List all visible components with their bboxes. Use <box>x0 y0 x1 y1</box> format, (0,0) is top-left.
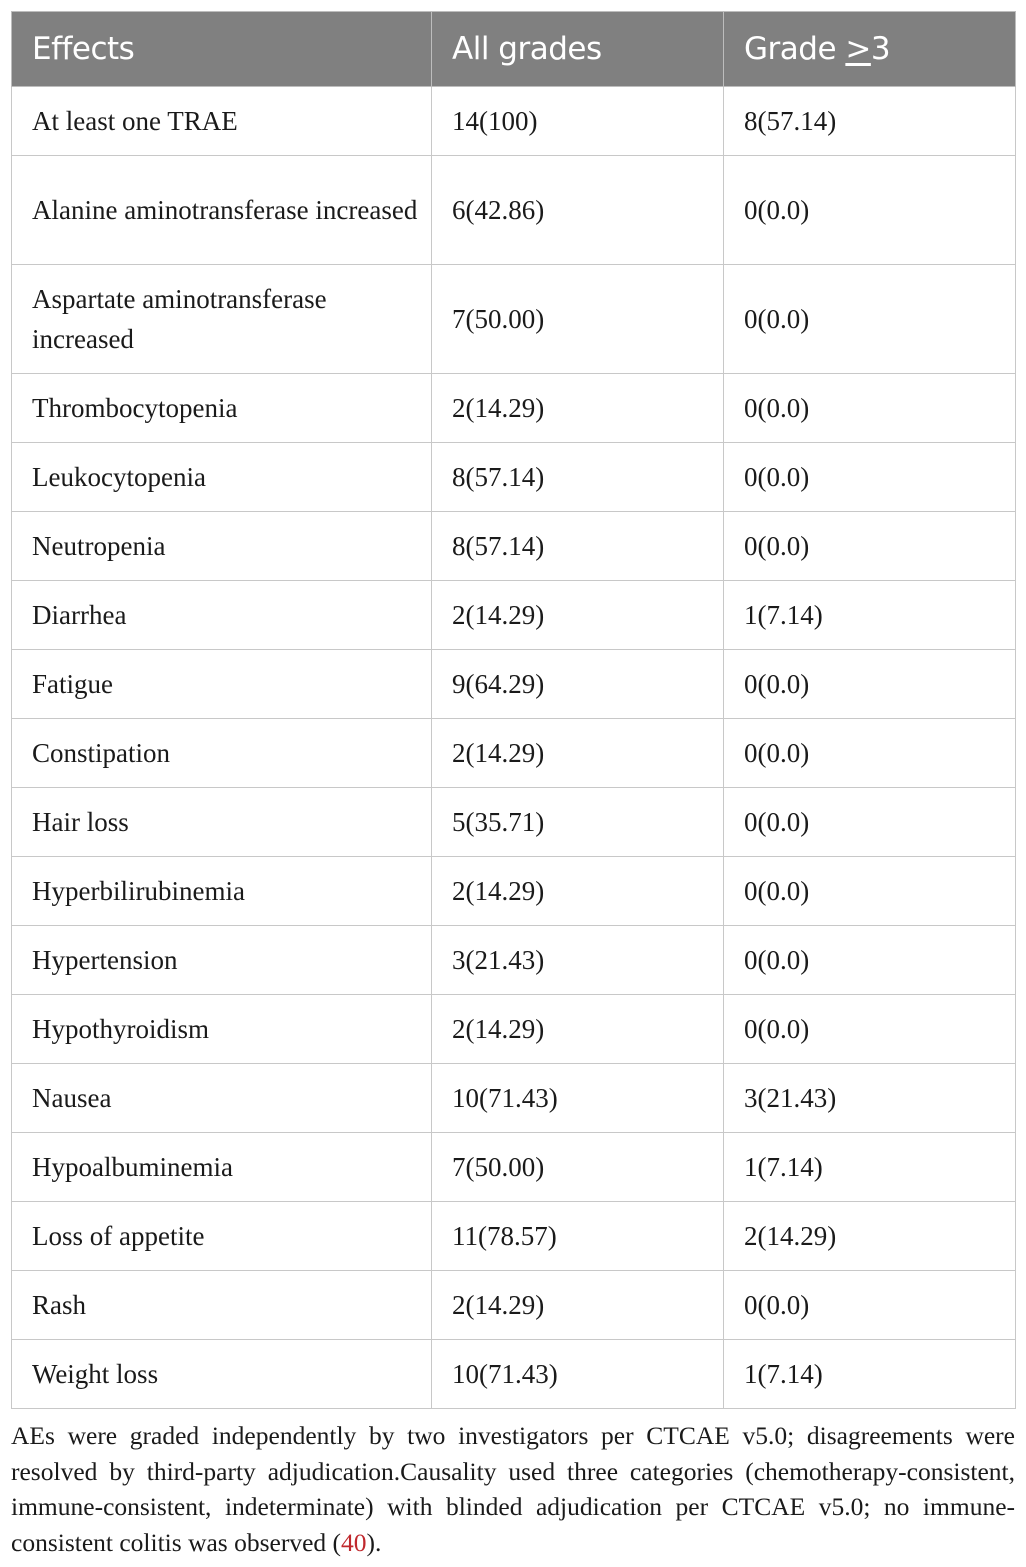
all-grades-cell: 10(71.43) <box>432 1064 724 1133</box>
effect-cell: Loss of appetite <box>12 1202 432 1271</box>
reference-link[interactable]: 40 <box>341 1527 367 1557</box>
effect-cell: Fatigue <box>12 650 432 719</box>
all-grades-cell: 8(57.14) <box>432 512 724 581</box>
grade-3-cell: 1(7.14) <box>724 1133 1016 1202</box>
header-grade-3 <box>724 12 1016 87</box>
header-effects: Effects <box>12 12 432 87</box>
table-footnote <box>11 1418 1015 1560</box>
all-grades-cell: 2(14.29) <box>432 374 724 443</box>
all-grades-cell: 9(64.29) <box>432 650 724 719</box>
table-row <box>12 87 1016 156</box>
ge-symbol: > <box>845 31 871 67</box>
all-grades-cell: 10(71.43) <box>432 1340 724 1409</box>
table-row <box>12 443 1016 512</box>
grade-3-cell: 1(7.14) <box>724 1340 1016 1409</box>
table-row <box>12 512 1016 581</box>
grade-3-cell: 0(0.0) <box>724 857 1016 926</box>
all-grades-cell: 7(50.00) <box>432 1133 724 1202</box>
effect-cell: Aspartate aminotransferase increased <box>12 265 432 374</box>
header-grade-label: Grade <box>744 31 846 67</box>
table-row <box>12 581 1016 650</box>
effect-cell: Hair loss <box>12 788 432 857</box>
effect-cell: Diarrhea <box>12 581 432 650</box>
table-row <box>12 1133 1016 1202</box>
table-row <box>12 719 1016 788</box>
table-row <box>12 374 1016 443</box>
all-grades-cell: 2(14.29) <box>432 719 724 788</box>
effect-cell: At least one TRAE <box>12 87 432 156</box>
grade-3-cell: 0(0.0) <box>724 156 1016 265</box>
effect-cell: Hypertension <box>12 926 432 995</box>
grade-3-cell: 0(0.0) <box>724 443 1016 512</box>
grade-3-cell: 0(0.0) <box>724 374 1016 443</box>
effect-cell: Constipation <box>12 719 432 788</box>
effect-cell: Hypoalbuminemia <box>12 1133 432 1202</box>
grade-3-cell: 0(0.0) <box>724 265 1016 374</box>
effect-cell: Leukocytopenia <box>12 443 432 512</box>
table-row <box>12 650 1016 719</box>
table-row <box>12 788 1016 857</box>
table-row <box>12 1064 1016 1133</box>
grade-3-cell: 0(0.0) <box>724 995 1016 1064</box>
all-grades-cell: 11(78.57) <box>432 1202 724 1271</box>
effect-cell: Rash <box>12 1271 432 1340</box>
table-row <box>12 156 1016 265</box>
all-grades-cell: 8(57.14) <box>432 443 724 512</box>
table-row <box>12 995 1016 1064</box>
all-grades-cell: 5(35.71) <box>432 788 724 857</box>
all-grades-cell: 6(42.86) <box>432 156 724 265</box>
effect-cell: Hyperbilirubinemia <box>12 857 432 926</box>
footnote-end: ). <box>366 1527 382 1557</box>
all-grades-cell: 2(14.29) <box>432 581 724 650</box>
grade-3-cell: 0(0.0) <box>724 650 1016 719</box>
effect-cell: Hypothyroidism <box>12 995 432 1064</box>
adverse-events-table <box>11 11 1016 1409</box>
all-grades-cell: 7(50.00) <box>432 265 724 374</box>
effect-cell: Thrombocytopenia <box>12 374 432 443</box>
grade-3-cell: 0(0.0) <box>724 788 1016 857</box>
grade-3-cell: 0(0.0) <box>724 512 1016 581</box>
all-grades-cell: 2(14.29) <box>432 995 724 1064</box>
all-grades-cell: 3(21.43) <box>432 926 724 995</box>
footnote-text: AEs were graded independently by two investigators per CTCAE v5.0; disagreements were resolved by third-party adjudication.Causality used three categories (chemotherapy-consistent, immune-consistent, indeterminate) with blinded adjudication per CTCAE v5.0; no immune-consistent colitis was observed ( <box>11 1421 1015 1557</box>
all-grades-cell: 2(14.29) <box>432 857 724 926</box>
effect-cell: Nausea <box>12 1064 432 1133</box>
effect-cell: Weight loss <box>12 1340 432 1409</box>
header-row <box>12 12 1016 87</box>
grade-3-cell: 0(0.0) <box>724 1271 1016 1340</box>
grade-3-cell: 1(7.14) <box>724 581 1016 650</box>
grade-3-cell: 2(14.29) <box>724 1202 1016 1271</box>
effect-cell: Neutropenia <box>12 512 432 581</box>
table-row <box>12 857 1016 926</box>
table-row <box>12 1271 1016 1340</box>
grade-3-cell: 0(0.0) <box>724 926 1016 995</box>
grade-3-cell: 8(57.14) <box>724 87 1016 156</box>
all-grades-cell: 2(14.29) <box>432 1271 724 1340</box>
header-grade-number: 3 <box>870 31 891 67</box>
table-row <box>12 265 1016 374</box>
grade-3-cell: 3(21.43) <box>724 1064 1016 1133</box>
header-all-grades: All grades <box>432 12 724 87</box>
grade-3-cell: 0(0.0) <box>724 719 1016 788</box>
table-row <box>12 1202 1016 1271</box>
table-row <box>12 926 1016 995</box>
effect-cell: Alanine aminotransferase increased <box>12 156 432 265</box>
all-grades-cell: 14(100) <box>432 87 724 156</box>
table-row <box>12 1340 1016 1409</box>
